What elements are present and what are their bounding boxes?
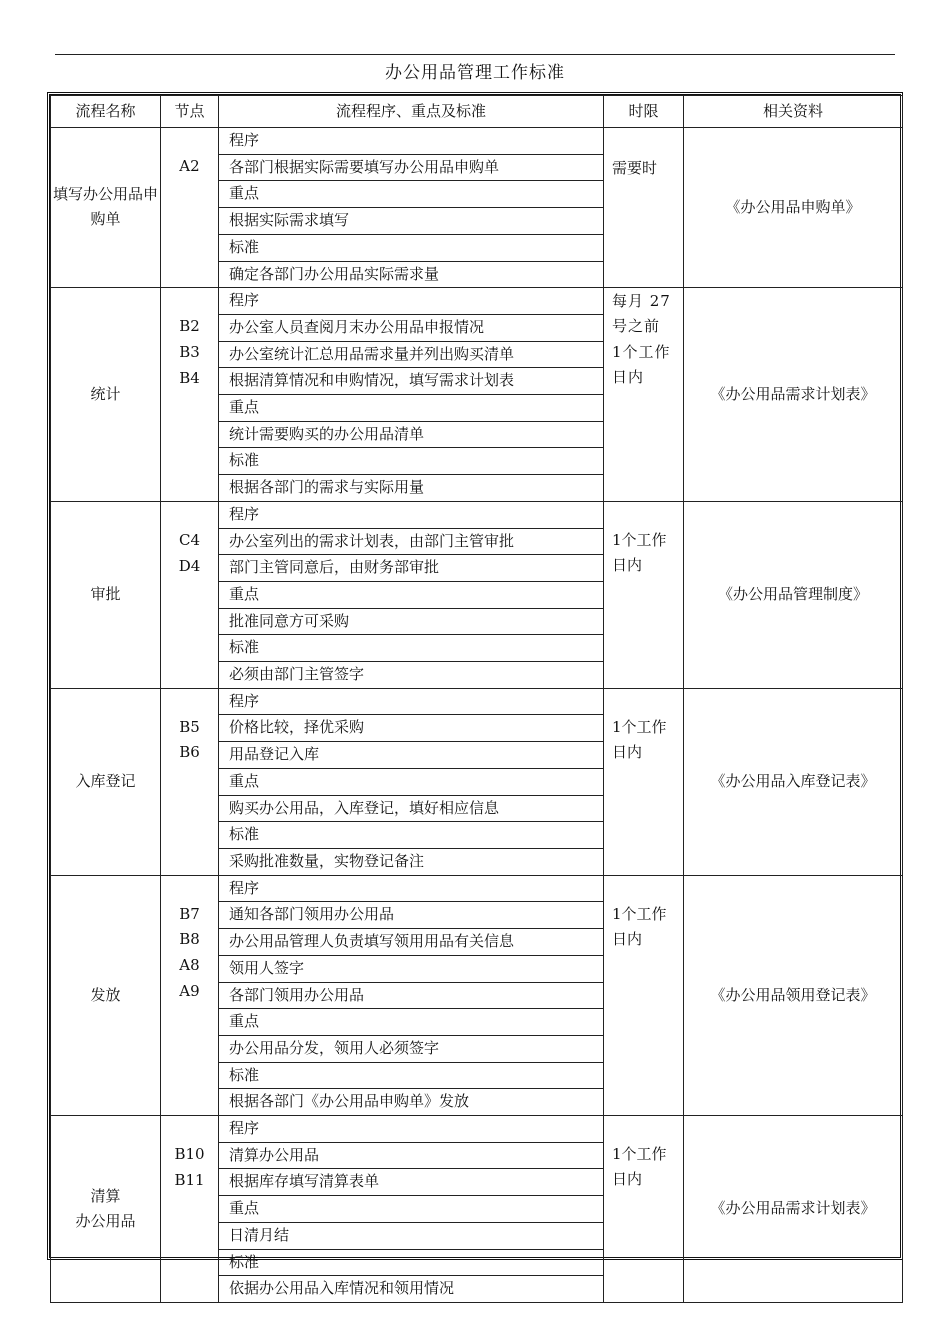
process-step: 标准 [219, 448, 604, 475]
process-name: 发放 [90, 985, 121, 1004]
time-limit: 1个工作 日内 [612, 904, 667, 948]
page-title: 办公用品管理工作标准 [385, 63, 565, 83]
process-step: 重点 [219, 1009, 604, 1036]
time-limit: 1个工作 日内 [612, 1145, 667, 1189]
related-doc: 《办公用品管理制度》 [684, 501, 903, 688]
node-cell [161, 875, 219, 1115]
table-row [51, 501, 903, 528]
process-step: 程序 [219, 875, 604, 902]
node-cell [161, 128, 219, 288]
time-limit: 需要时 [612, 159, 658, 177]
process-step: 重点 [219, 768, 604, 795]
table-row [51, 688, 903, 715]
table-row [51, 875, 903, 902]
header-node: 节点 [161, 96, 219, 128]
process-step: 用品登记入库 [219, 742, 604, 769]
time-limit: 每月 27 号之前 1个工作 日内 [612, 292, 671, 386]
related-doc: 《办公用品申购单》 [684, 128, 903, 288]
process-step: 重点 [219, 181, 604, 208]
table-row [51, 128, 903, 155]
process-step: 办公用品分发，领用人必须签字 [219, 1035, 604, 1062]
process-step: 领用人签字 [219, 955, 604, 982]
process-step: 标准 [219, 234, 604, 261]
process-name: 审批 [90, 584, 121, 603]
node-code: B11 [174, 1170, 205, 1189]
process-name: 填写办公用品申购单 [52, 185, 158, 229]
process-step: 根据库存填写清算表单 [219, 1169, 604, 1196]
process-name: 清算 办公用品 [75, 1186, 136, 1230]
process-step: 各部门领用办公用品 [219, 982, 604, 1009]
process-step: 标准 [219, 1062, 604, 1089]
process-name-cell [51, 1116, 161, 1303]
process-step: 价格比较，择优采购 [219, 715, 604, 742]
process-step: 各部门根据实际需要填写办公用品申购单 [219, 154, 604, 181]
process-step: 依据办公用品入库情况和领用情况 [219, 1276, 604, 1303]
process-step: 重点 [219, 581, 604, 608]
table-row [51, 288, 903, 315]
process-step: 根据清算情况和申购情况，填写需求计划表 [219, 368, 604, 395]
standards-table [50, 95, 903, 1303]
process-step: 程序 [219, 128, 604, 155]
process-step: 标准 [219, 822, 604, 849]
process-step: 必须由部门主管签字 [219, 662, 604, 689]
related-doc: 《办公用品入库登记表》 [684, 688, 903, 875]
node-code: B4 [179, 368, 200, 387]
process-step: 重点 [219, 395, 604, 422]
process-step: 通知各部门领用办公用品 [219, 902, 604, 929]
node-code: B10 [174, 1145, 205, 1164]
header-time-limit: 时限 [604, 96, 684, 128]
process-name-cell [51, 875, 161, 1115]
node-code: A8 [179, 956, 200, 975]
top-rule [55, 54, 895, 55]
header-related-docs: 相关资料 [684, 96, 903, 128]
header-process-name: 流程名称 [51, 96, 161, 128]
related-doc: 《办公用品领用登记表》 [684, 875, 903, 1115]
node-code: B6 [179, 743, 200, 762]
process-step: 程序 [219, 1116, 604, 1143]
node-code: A9 [179, 981, 200, 1000]
time-limit-cell [604, 875, 684, 1115]
process-step: 统计需要购买的办公用品清单 [219, 421, 604, 448]
process-name-cell [51, 688, 161, 875]
standards-table-frame [47, 92, 903, 1298]
process-name-cell [51, 288, 161, 502]
process-step: 根据实际需求填写 [219, 208, 604, 235]
node-code: B7 [179, 904, 200, 923]
node-cell [161, 501, 219, 688]
process-step: 日清月结 [219, 1222, 604, 1249]
process-step: 程序 [219, 688, 604, 715]
process-name-cell [51, 501, 161, 688]
process-step: 程序 [219, 501, 604, 528]
process-step: 标准 [219, 1249, 604, 1276]
header-process-detail: 流程程序、重点及标准 [219, 96, 604, 128]
node-code: B2 [179, 317, 200, 336]
related-doc: 《办公用品需求计划表》 [684, 288, 903, 502]
time-limit-cell [604, 1116, 684, 1303]
node-code: A2 [179, 157, 200, 175]
time-limit-cell [604, 501, 684, 688]
process-step: 办公用品管理人负责填写领用用品有关信息 [219, 929, 604, 956]
node-code: B8 [179, 930, 200, 949]
process-step: 根据各部门的需求与实际用量 [219, 475, 604, 502]
node-code: C4 [178, 530, 201, 549]
process-step: 确定各部门办公用品实际需求量 [219, 261, 604, 288]
process-name-cell [51, 128, 161, 288]
process-step: 重点 [219, 1196, 604, 1223]
process-step: 采购批准数量，实物登记备注 [219, 848, 604, 875]
node-code: B3 [179, 342, 200, 361]
related-doc: 《办公用品需求计划表》 [684, 1116, 903, 1303]
process-step: 办公室人员查阅月末办公用品申报情况 [219, 314, 604, 341]
process-name: 入库登记 [75, 771, 136, 790]
node-cell [161, 1116, 219, 1303]
process-step: 购买办公用品，入库登记，填好相应信息 [219, 795, 604, 822]
time-limit: 1个工作 日内 [612, 530, 667, 575]
process-step: 批准同意方可采购 [219, 608, 604, 635]
process-step: 部门主管同意后，由财务部审批 [219, 555, 604, 582]
time-limit: 1个工作 日内 [612, 717, 667, 761]
node-code: B5 [179, 717, 200, 736]
node-code: D4 [178, 556, 201, 575]
process-step: 标准 [219, 635, 604, 662]
process-step: 程序 [219, 288, 604, 315]
node-cell [161, 288, 219, 502]
process-step: 清算办公用品 [219, 1142, 604, 1169]
process-step: 办公室统计汇总用品需求量并列出购买清单 [219, 341, 604, 368]
process-step: 办公室列出的需求计划表，由部门主管审批 [219, 528, 604, 555]
node-cell [161, 688, 219, 875]
table-row [51, 1116, 903, 1143]
time-limit-cell [604, 688, 684, 875]
table-header-row [51, 96, 903, 128]
time-limit-cell [604, 128, 684, 288]
time-limit-cell [604, 288, 684, 502]
process-step: 根据各部门《办公用品申购单》发放 [219, 1089, 604, 1116]
process-name: 统计 [90, 384, 121, 403]
